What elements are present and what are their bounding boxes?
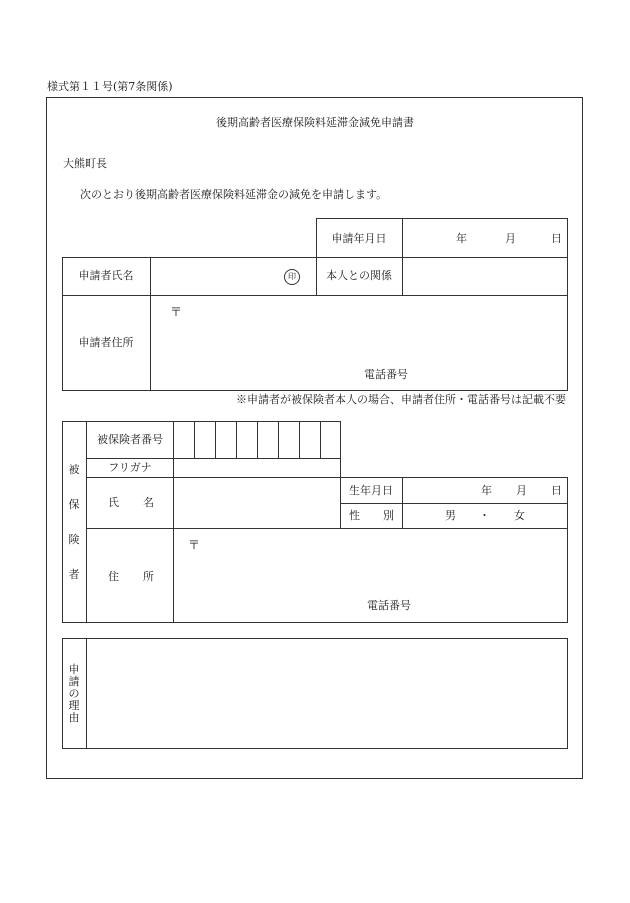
birth-year-unit: 年 — [481, 484, 492, 497]
relation-label: 本人との関係 — [326, 269, 392, 282]
sex-label-2: 別 — [383, 509, 394, 522]
form-title: 後期高齢者医療保険料延滞金減免申請書 — [216, 116, 414, 129]
applicant-phone-label: 電話番号 — [364, 368, 408, 381]
application-year-unit: 年 — [456, 232, 467, 245]
insured-name-label-1: 氏 — [108, 496, 119, 509]
insured-name-label-2: 名 — [143, 496, 154, 509]
reason-char-2: 請 — [68, 675, 80, 688]
reason-char-1: 申 — [68, 663, 80, 676]
seal-mark: 印 — [284, 269, 300, 285]
sex-label-1: 性 — [349, 509, 360, 522]
application-date-label: 申請年月日 — [331, 232, 387, 245]
applicant-name-label: 申請者氏名 — [78, 269, 134, 282]
reason-char-4: 理 — [68, 699, 80, 712]
application-month-unit: 月 — [505, 232, 516, 245]
insured-side-char-2: 保 — [68, 498, 80, 511]
sex-separator: ・ — [479, 509, 490, 522]
reason-char-5: 由 — [68, 711, 80, 724]
addressee: 大熊町長 — [63, 157, 107, 170]
form-number: 様式第１１号(第7条関係) — [47, 80, 173, 93]
insured-address-label-2: 所 — [143, 570, 154, 583]
insured-phone-label: 電話番号 — [367, 599, 411, 612]
reason-char-3: の — [68, 687, 80, 700]
birth-month-unit: 月 — [516, 484, 527, 497]
insured-side-char-4: 者 — [68, 568, 80, 581]
insured-postal-mark: 〒 — [188, 538, 201, 552]
intro-text: 次のとおり後期高齢者医療保険料延滞金の減免を申請します。 — [80, 188, 388, 201]
birth-date-label: 生年月日 — [349, 484, 393, 497]
application-day-unit: 日 — [551, 232, 562, 245]
applicant-postal-mark: 〒 — [170, 305, 183, 319]
insured-address-label-1: 住 — [108, 570, 119, 583]
male-option: 男 — [445, 509, 456, 522]
insured-side-char-3: 険 — [68, 533, 80, 546]
birth-day-unit: 日 — [551, 484, 562, 497]
furigana-label: フリガナ — [108, 461, 152, 474]
applicant-address-label: 申請者住所 — [78, 336, 134, 349]
female-option: 女 — [514, 509, 525, 522]
insured-number-label: 被保険者番号 — [97, 433, 163, 446]
insured-side-char-1: 被 — [68, 463, 80, 476]
note-text: ※申請者が被保険者本人の場合、申請者住所・電話番号は記載不要 — [236, 393, 566, 406]
